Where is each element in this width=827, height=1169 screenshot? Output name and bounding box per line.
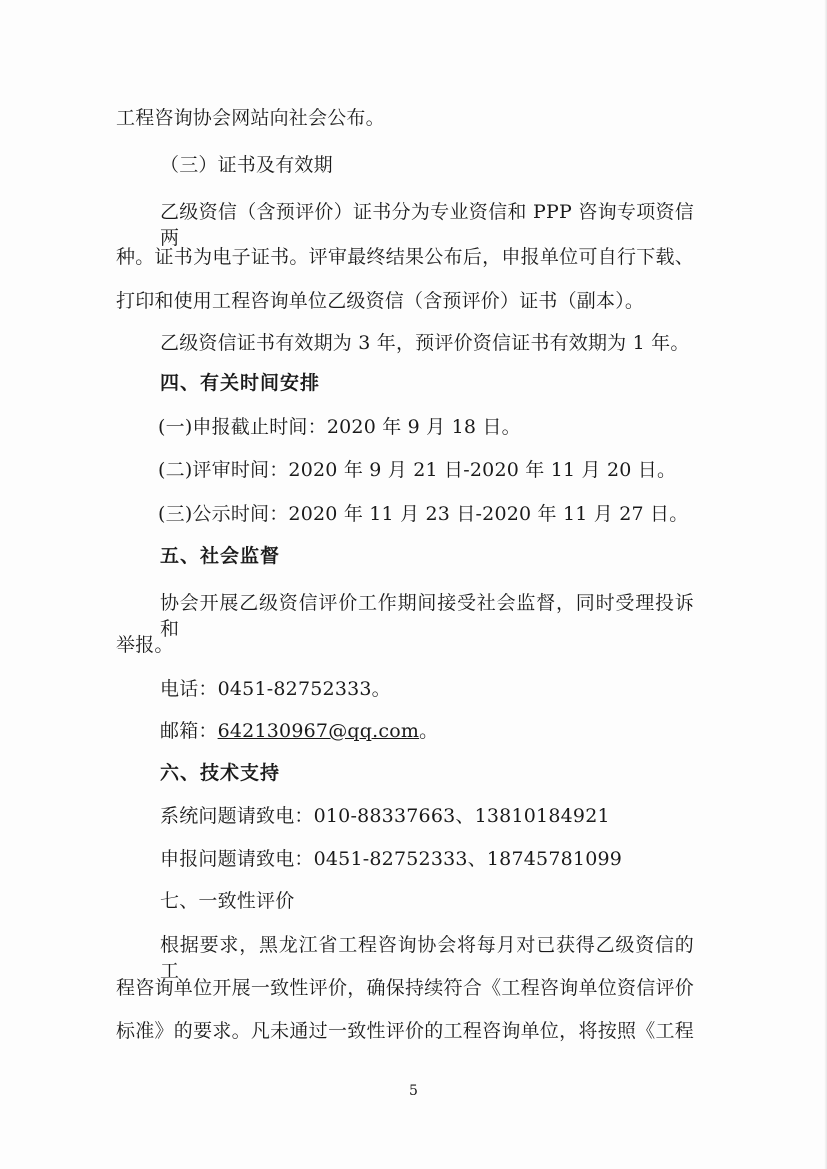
paragraph-line: 乙级资信证书有效期为 3 年，预评价资信证书有效期为 1 年。 bbox=[160, 332, 690, 354]
paragraph-line: 打印和使用工程咨询单位乙级资信（含预评价）证书（副本）。 bbox=[116, 290, 645, 312]
paragraph-line: 协会开展乙级资信评价工作期间接受社会监督，同时受理投诉和 bbox=[160, 592, 694, 640]
phone-line: 电话：0451-82752333。 bbox=[160, 678, 391, 700]
paragraph-line: 根据要求，黑龙江省工程咨询协会将每月对已获得乙级资信的工 bbox=[160, 934, 694, 982]
email-link[interactable]: 642130967@qq.com bbox=[217, 720, 420, 742]
section-heading-supervision: 五、社会监督 bbox=[160, 545, 281, 567]
subsection-heading: （三）证书及有效期 bbox=[160, 154, 333, 176]
section-heading-schedule: 四、有关时间安排 bbox=[160, 372, 321, 394]
schedule-item: (一)申报截止时间：2020 年 9 月 18 日。 bbox=[158, 416, 521, 438]
paragraph-line: 程咨询单位开展一致性评价，确保持续符合《工程咨询单位资信评价 bbox=[116, 977, 694, 999]
paragraph-line: 种。证书为电子证书。评审最终结果公布后，申报单位可自行下载、 bbox=[116, 246, 694, 268]
support-line: 系统问题请致电：010-88337663、13810184921 bbox=[160, 805, 610, 827]
support-line: 申报问题请致电：0451-82752333、18745781099 bbox=[160, 848, 623, 870]
paragraph-line: 乙级资信（含预评价）证书分为专业资信和 PPP 咨询专项资信两 bbox=[160, 201, 694, 249]
page-number: 5 bbox=[409, 1083, 418, 1099]
paragraph-line: 举报。 bbox=[116, 634, 174, 656]
section-heading-support: 六、技术支持 bbox=[160, 762, 281, 784]
paragraph-line: 标准》的要求。凡未通过一致性评价的工程咨询单位，将按照《工程 bbox=[116, 1020, 694, 1042]
email-tail: 。 bbox=[419, 720, 439, 742]
email-label: 邮箱： bbox=[160, 720, 218, 742]
paragraph-line: 工程咨询协会网站向社会公布。 bbox=[116, 107, 385, 129]
section-heading-consistency: 七、一致性评价 bbox=[160, 890, 295, 912]
schedule-item: (二)评审时间：2020 年 9 月 21 日-2020 年 11 月 20 日。 bbox=[158, 459, 677, 481]
schedule-item: (三)公示时间：2020 年 11 月 23 日-2020 年 11 月 27 日。 bbox=[158, 503, 689, 525]
email-line bbox=[160, 718, 438, 744]
